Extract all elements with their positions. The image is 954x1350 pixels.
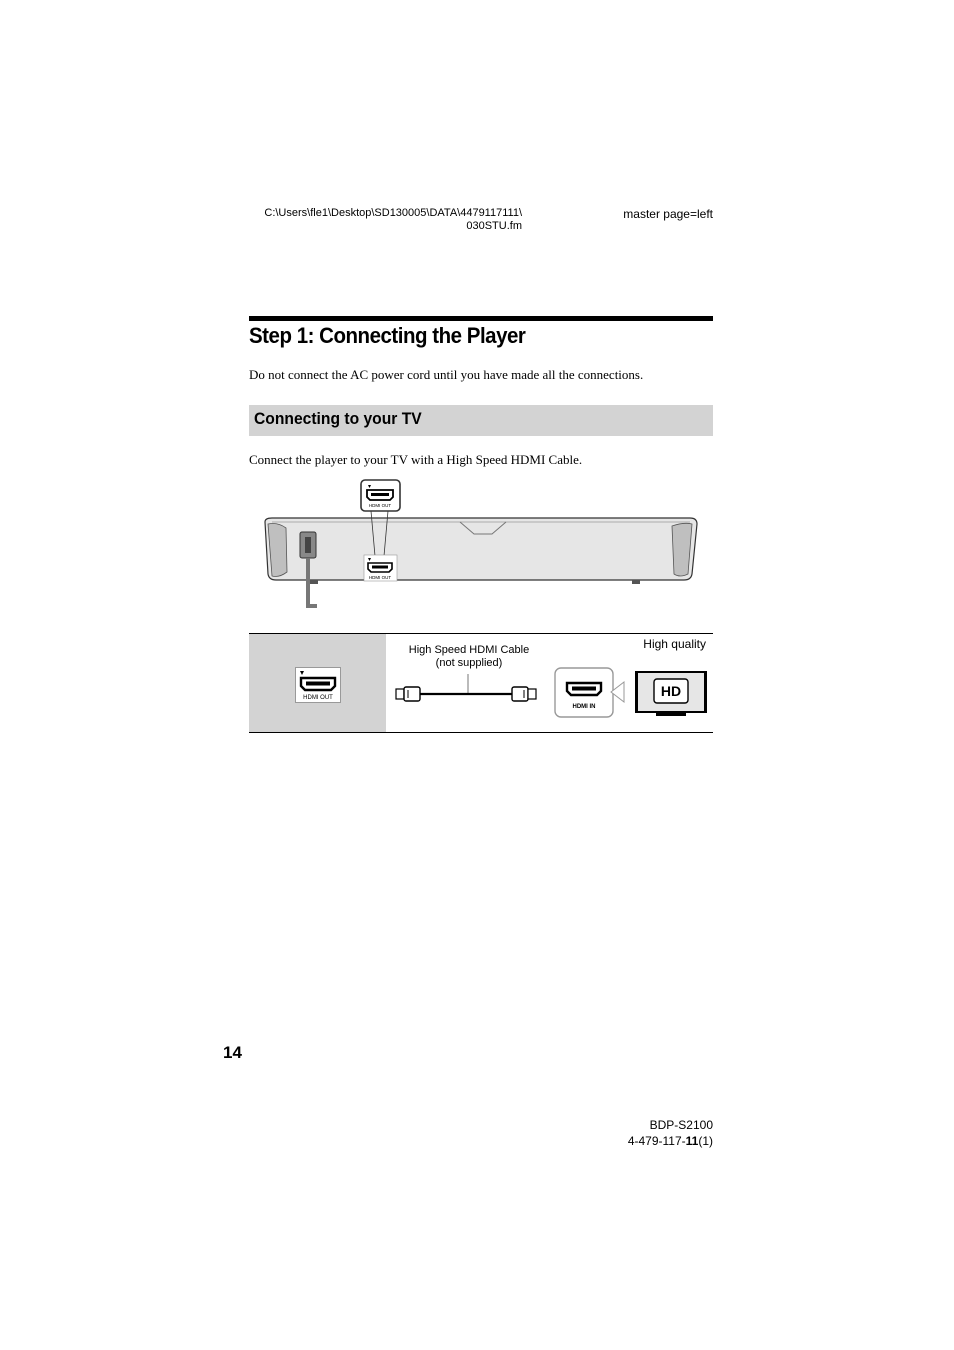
part-number-prefix: 4-479-117- [627, 1134, 686, 1148]
cable-label [398, 644, 540, 670]
hdmi-in-port [554, 667, 616, 719]
file-path [250, 207, 522, 233]
page-title: Step 1: Connecting the Player [249, 323, 526, 348]
rear-port-pins [372, 566, 388, 569]
title-rule [249, 316, 713, 321]
hdmi-cable-icon [394, 674, 544, 720]
table-bottom-rule [249, 732, 713, 733]
player-body [265, 518, 697, 580]
hdmi-in-port-pins [572, 687, 596, 691]
section-title: Connecting to your TV [254, 409, 422, 428]
tv-arrow-icon [611, 682, 624, 702]
badge-port-pins [306, 682, 330, 686]
player-foot-right [632, 580, 640, 584]
callout-port-pins [371, 493, 389, 496]
ac-inlet-socket [305, 537, 311, 553]
player-foot-left [310, 580, 318, 584]
rear-port-label: HDMI OUT [368, 575, 392, 580]
tv-stand [656, 713, 686, 716]
callout-port-label: HDMI OUT [368, 503, 392, 508]
master-page-label: master page=left [623, 207, 713, 221]
cable-plug-right [512, 687, 528, 701]
part-number [560, 1133, 713, 1149]
part-number-bold: 11 [685, 1134, 699, 1148]
section-text: Connect the player to your TV with a High Speed HDMI Cable. [249, 452, 583, 467]
cable-plug-left [404, 687, 420, 701]
file-path-line2: 030STU.fm [466, 220, 522, 232]
cable-plug-right-tip [528, 689, 536, 699]
badge-port-label: HDMI OUT [303, 695, 333, 701]
player-rear-illustration [260, 476, 705, 616]
file-path-line1: C:\Users\fle1\Desktop\SD130005\DATA\4479117111\ [264, 207, 522, 219]
intro-text: Do not connect the AC power cord until you have made all the connections. [249, 367, 644, 382]
part-number-suffix: (1) [698, 1134, 713, 1148]
model-name: BDP-S2100 [649, 1118, 713, 1132]
page-number: 14 [223, 1043, 242, 1062]
model-block [560, 1117, 713, 1149]
hdmi-out-badge [295, 667, 341, 703]
hd-badge-text: HD [660, 683, 682, 699]
cable-label-line2: (not supplied) [435, 657, 503, 669]
hdmi-in-label: HDMI IN [572, 704, 596, 710]
quality-label: High quality [643, 637, 706, 651]
tv-icon [610, 668, 710, 720]
cable-label-line1: High Speed HDMI Cable [408, 644, 530, 656]
cable-plug-left-tip [396, 689, 404, 699]
